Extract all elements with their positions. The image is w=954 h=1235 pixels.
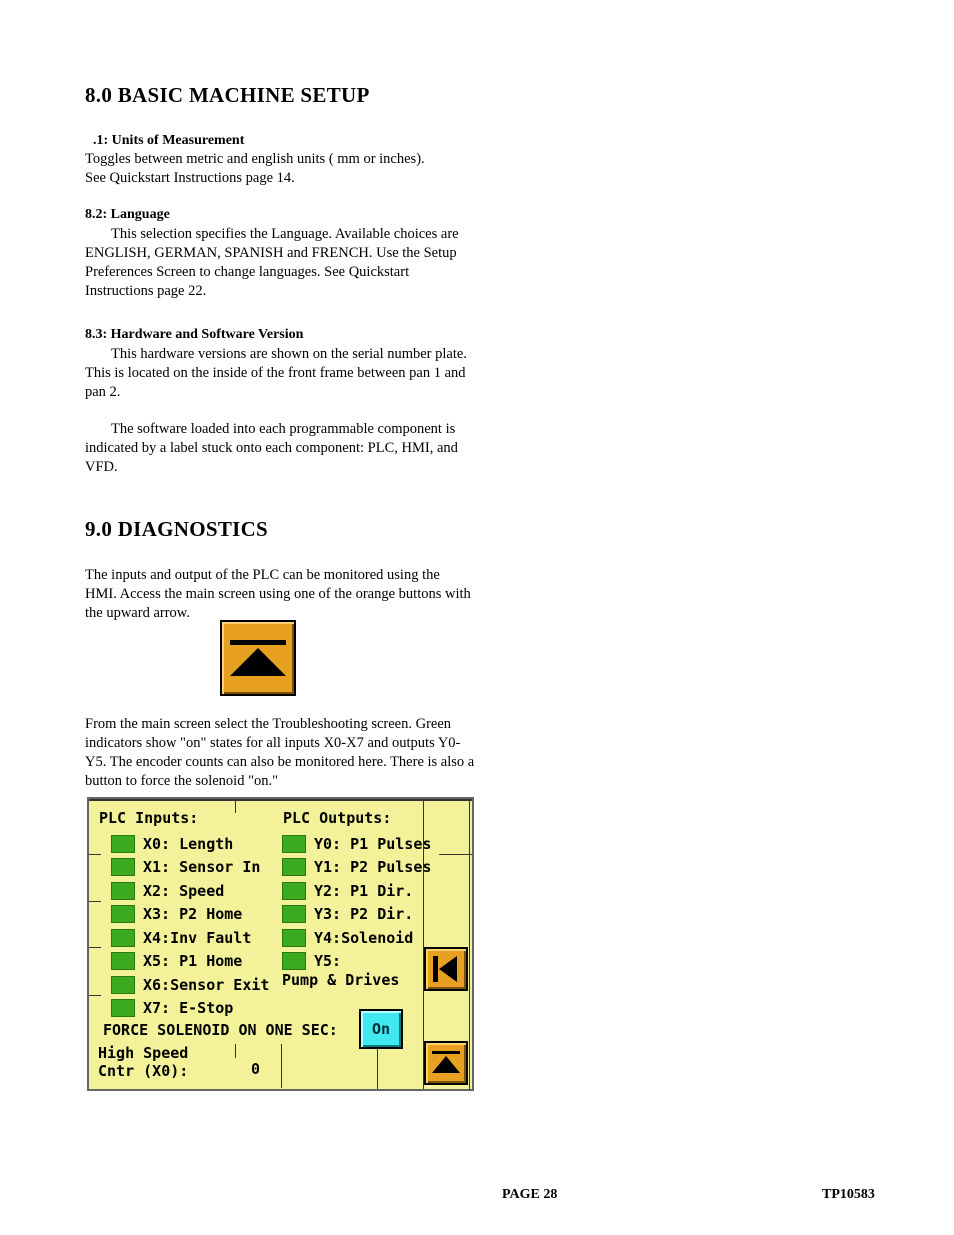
- up-arrow-icon: [426, 1043, 466, 1083]
- main-screen-up-arrow-button: [220, 620, 296, 696]
- counter-label-1: High Speed: [98, 1044, 189, 1062]
- input-label-x7: X7: E-Stop: [143, 999, 234, 1017]
- counter-value: 0: [251, 1060, 261, 1078]
- output-indicator-y5: [282, 952, 306, 970]
- diagnostics-body: From the main screen select the Troubleshooting screen. Green indicators show "on" states for all inputs X0-X7 and outputs Y0-Y5. The encoder counts can also be monitored here. There is also a button to force the solenoid "on.": [85, 716, 475, 789]
- skip-back-icon: [426, 949, 466, 989]
- input-indicator-x7: [111, 999, 135, 1017]
- output-indicator-y1: [282, 858, 306, 876]
- input-indicator-x5: [111, 952, 135, 970]
- input-label-x2: X2: Speed: [143, 882, 225, 900]
- up-arrow-icon: [222, 622, 294, 694]
- y5-description: Pump & Drives: [282, 971, 400, 989]
- counter-label-2: Cntr (X0):: [98, 1062, 189, 1080]
- input-indicator-x3: [111, 905, 135, 923]
- input-indicator-x0: [111, 835, 135, 853]
- input-label-x6: X6:Sensor Exit: [143, 976, 270, 994]
- language-text: This selection specifies the Language. Available choices are ENGLISH, GERMAN, SPANISH and FRENCH. Use the Setup Preferences Screen to change languages. See Quickstart Instructions page 22.: [85, 226, 459, 299]
- output-label-y5: Y5:: [314, 952, 342, 970]
- diagnostics-intro: The inputs and output of the PLC can be monitored using the HMI. Access the main screen using one of the orange buttons with the upward arrow.: [85, 567, 471, 621]
- version-text-2: The software loaded into each programmable component is indicated by a label stuck onto each component: PLC, HMI, and VFD.: [85, 421, 458, 475]
- input-indicator-x6: [111, 976, 135, 994]
- output-indicator-y0: [282, 835, 306, 853]
- version-text-1: This hardware versions are shown on the serial number plate. This is located on the inside of the front frame between pan 1 and pan 2.: [85, 346, 467, 400]
- back-button[interactable]: [424, 947, 468, 991]
- input-label-x3: X3: P2 Home: [143, 905, 243, 923]
- force-solenoid-on-button[interactable]: On: [359, 1009, 403, 1049]
- input-label-x0: X0: Length: [143, 835, 234, 853]
- output-indicator-y2: [282, 882, 306, 900]
- input-indicator-x2: [111, 882, 135, 900]
- output-label-y4: Y4:Solenoid: [314, 929, 414, 947]
- force-solenoid-label: FORCE SOLENOID ON ONE SEC:: [103, 1021, 338, 1039]
- output-indicator-y3: [282, 905, 306, 923]
- plc-outputs-title: PLC Outputs:: [283, 809, 392, 827]
- language-heading: 8.2: Language: [85, 207, 170, 222]
- input-label-x5: X5: P1 Home: [143, 952, 243, 970]
- section-9-title: 9.0 DIAGNOSTICS: [85, 517, 269, 541]
- units-text-1: Toggles between metric and english units ( mm or inches).: [85, 151, 425, 167]
- output-indicator-y4: [282, 929, 306, 947]
- section-8-title: 8.0 BASIC MACHINE SETUP: [85, 83, 370, 107]
- document-id: TP10583: [822, 1187, 875, 1202]
- input-indicator-x4: [111, 929, 135, 947]
- input-label-x1: X1: Sensor In: [143, 858, 261, 876]
- output-label-y1: Y1: P2 Pulses: [314, 858, 432, 876]
- main-screen-button[interactable]: [424, 1041, 468, 1085]
- input-label-x4: X4:Inv Fault: [143, 929, 252, 947]
- input-indicator-x1: [111, 858, 135, 876]
- units-text-2: See Quickstart Instructions page 14.: [85, 170, 295, 186]
- output-label-y0: Y0: P1 Pulses: [314, 835, 432, 853]
- page-number: PAGE 28: [502, 1187, 558, 1202]
- output-label-y3: Y3: P2 Dir.: [314, 905, 414, 923]
- plc-inputs-title: PLC Inputs:: [99, 809, 199, 827]
- version-heading: 8.3: Hardware and Software Version: [85, 327, 304, 342]
- units-heading: .1: Units of Measurement: [93, 133, 245, 148]
- hmi-troubleshooting-screen: [87, 797, 474, 1091]
- output-label-y2: Y2: P1 Dir.: [314, 882, 414, 900]
